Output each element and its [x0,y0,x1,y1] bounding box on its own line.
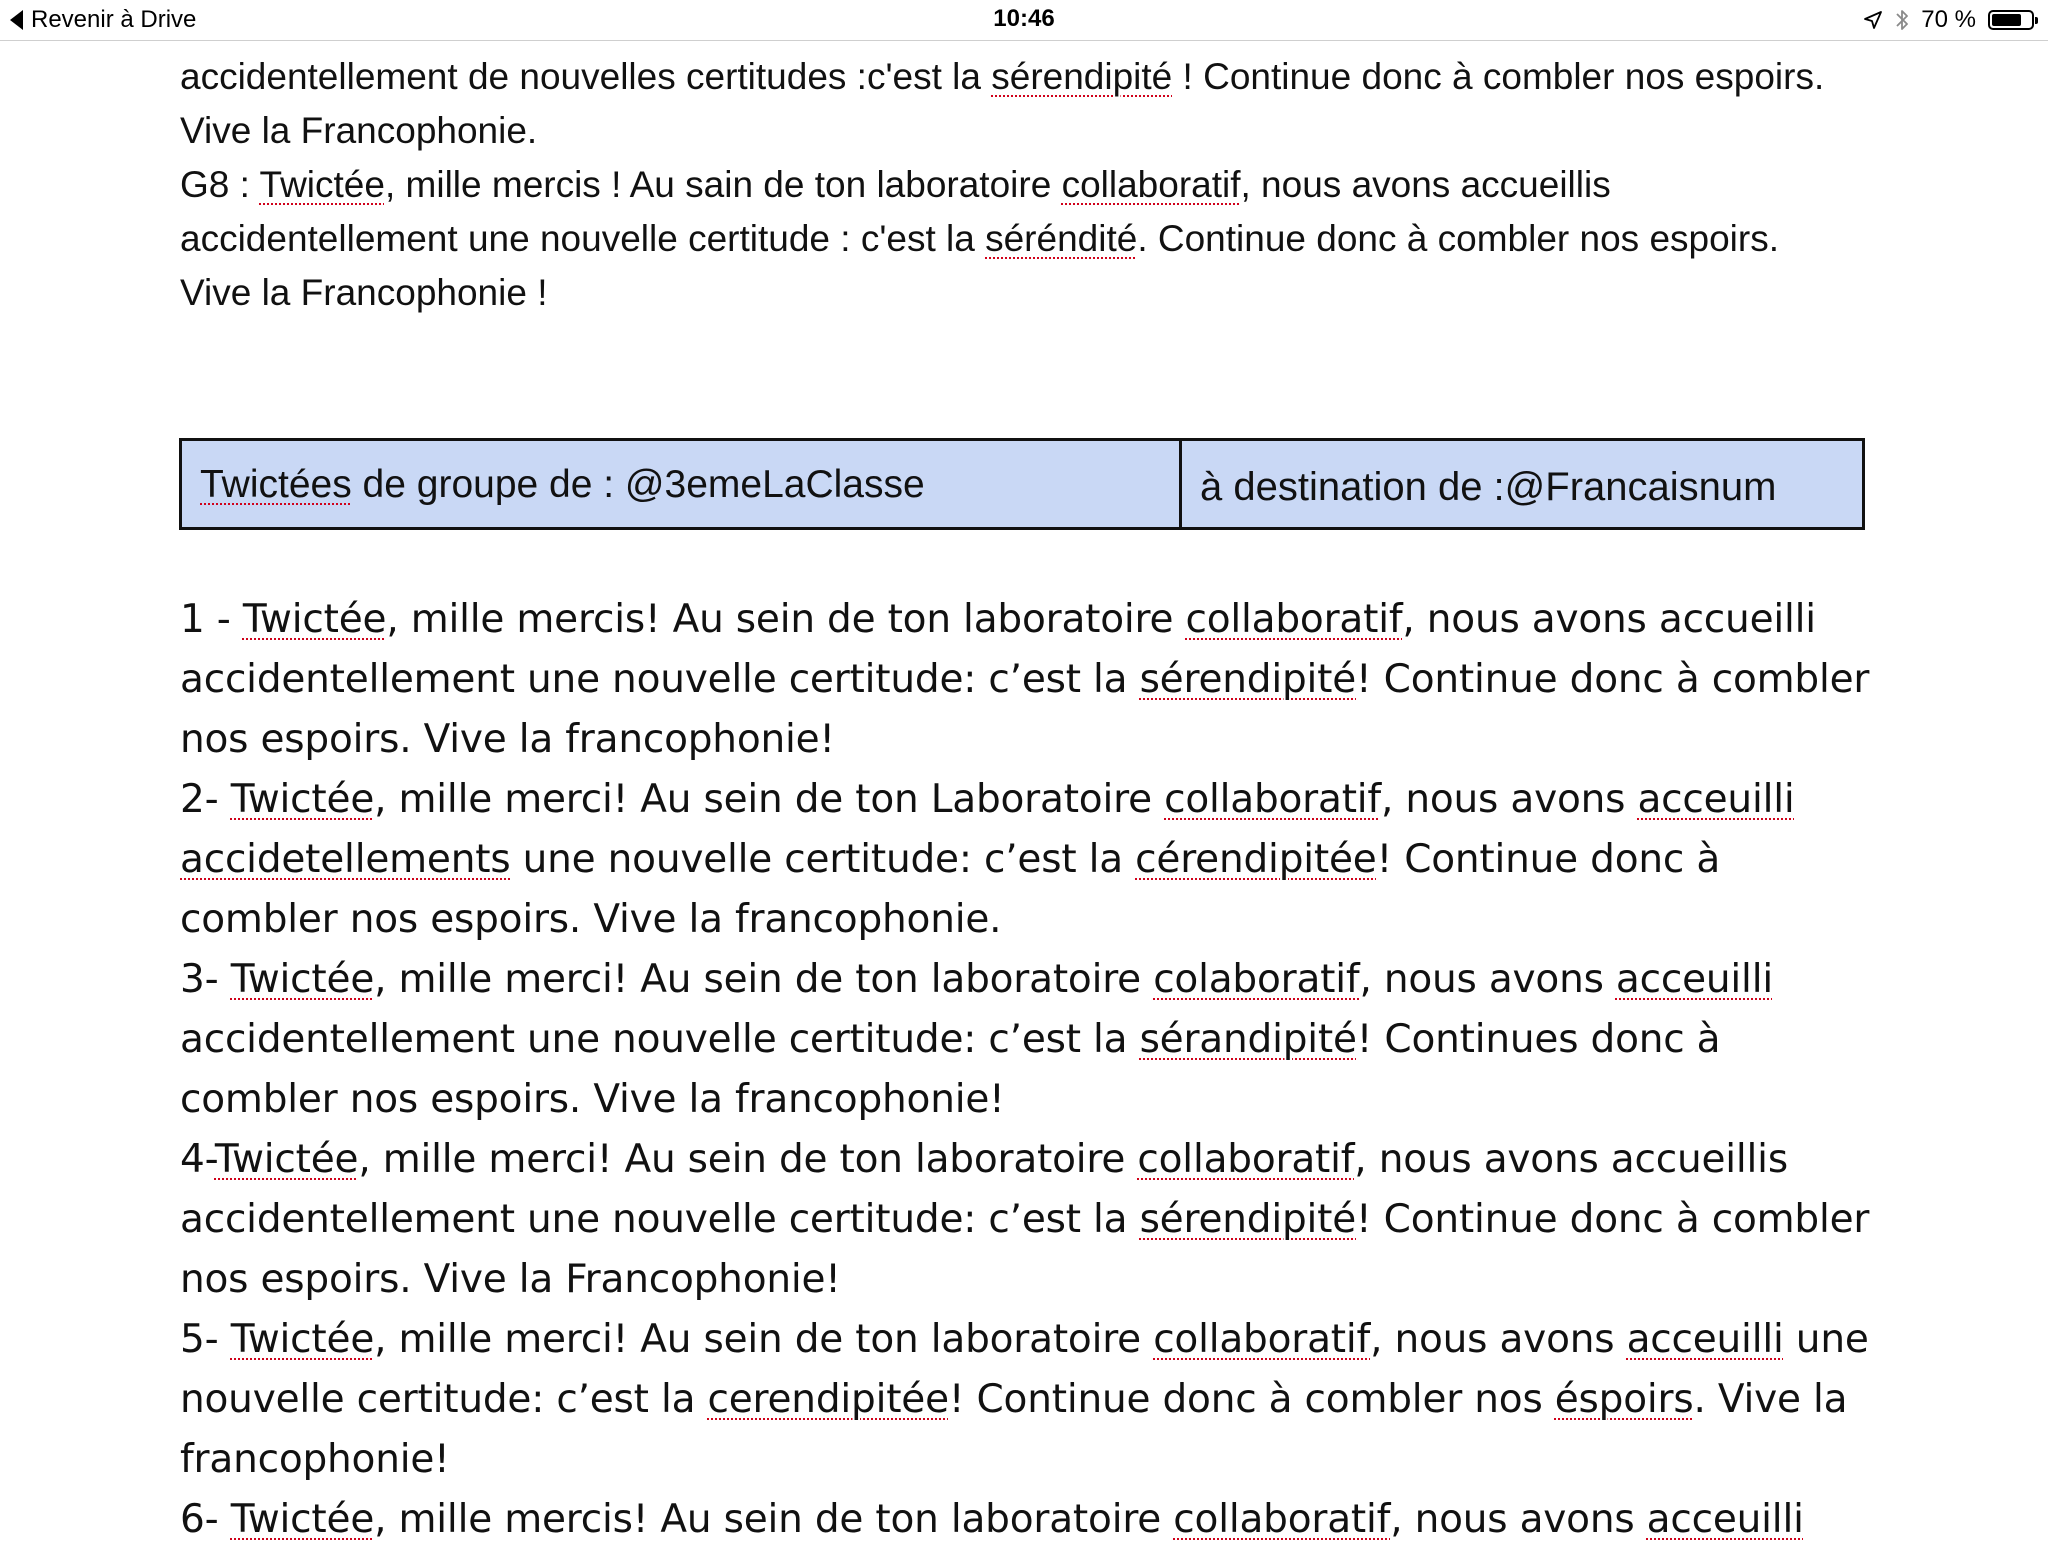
misspelled-word: éspoirs [1554,1377,1694,1422]
misspelled-word: collaboratif [1153,1317,1371,1362]
misspelled-word: accidetellements [180,837,511,882]
misspelled-word: sérandipité [1139,1017,1357,1062]
status-time: 10:46 [993,5,1055,32]
misspelled-word: Twictée [242,597,387,642]
misspelled-word: acceuilli [1626,1317,1784,1362]
misspelled-word: Twictée [230,957,375,1002]
battery-percent: 70 % [1921,6,1976,33]
misspelled-word: sérendipité [1139,657,1357,702]
table-cell-group: Twictées de groupe de : @3emeLaClasse [182,441,1182,527]
twictee-entry-2: 2- Twictée, mille merci! Au sein de ton Laboratoire collaboratif, nous avons acceuilli accidetellements une nouvelle certitude: c’est la cérendipitée! Continue donc à combler nos espoirs. Vive la francophonie. [180,777,1795,942]
back-label: Revenir à Drive [31,6,197,33]
twictee-entry-5: 5- Twictée, mille merci! Au sein de ton laboratoire collaboratif, nous avons acceuilli une nouvelle certitude: c’est la cerendipitée! Continue donc à combler nos éspoirs. Vive la francophonie! [180,1317,1869,1482]
misspelled-word: colaboratif [1153,957,1360,1002]
misspelled-word: séréndité [985,218,1138,259]
misspelled-word: cerendipitée [707,1377,949,1422]
misspelled-word: collaboratif [1061,164,1241,205]
bluetooth-icon [1895,8,1909,32]
misspelled-word: Twictées [200,463,352,506]
misspelled-word: sérendipité [991,56,1173,97]
twictee-entry-1: 1 - Twictée, mille mercis! Au sein de ton laboratoire collaboratif, nous avons accueilli accidentellement une nouvelle certitude: c’est la sérendipité! Continue donc à combler nos espoirs. Vive la francophonie! [180,597,1870,762]
misspelled-word: acceuilli [1615,957,1773,1002]
paragraph-g8: G8 : Twictée, mille mercis ! Au sain de ton laboratoire collaboratif, nous avons accueillis accidentellement une nouvelle certitude : c'est la séréndité. Continue donc à combler nos espoirs. Vive la Francophonie ! [180,164,1779,313]
misspelled-word: acceuilli [1637,777,1795,822]
misspelled-word: collaboratif [1173,1497,1391,1542]
twictee-entry-4: 4-Twictée, mille merci! Au sein de ton laboratoire collaboratif, nous avons accueillis accidentellement une nouvelle certitude: c’est la sérendipité! Continue donc à combler nos espoirs. Vive la Francophonie! [180,1137,1870,1302]
twictee-entry-3: 3- Twictée, mille merci! Au sein de ton laboratoire colaboratif, nous avons acceuilli accidentellement une nouvelle certitude: c’est la sérandipité! Continues donc à combler nos espoirs. Vive la francophonie! [180,957,1773,1122]
status-bar [0,0,2048,41]
twictee-entry-6: 6- Twictée, mille mercis! Au sein de ton laboratoire collaboratif, nous avons acceuilli [180,1497,1804,1542]
misspelled-word: Twictée [214,1137,359,1182]
location-arrow-icon [1863,10,1883,30]
misspelled-word: collaboratif [1137,1137,1355,1182]
table-cell-destination: à destination de :@Francaisnum [1200,465,1777,509]
misspelled-word: Twictée [230,1497,375,1542]
misspelled-word: Twictée [259,164,385,205]
misspelled-word: Twictée [230,1317,375,1362]
misspelled-word: collaboratif [1164,777,1381,822]
misspelled-word: cérendipitée [1135,837,1377,882]
battery-icon [1988,10,2034,30]
misspelled-word: sérendipité [1139,1197,1357,1242]
misspelled-word: acceuilli [1646,1497,1804,1542]
group-table [179,438,1865,530]
misspelled-word: Twictée [230,777,375,822]
misspelled-word: collaboratif [1185,597,1403,642]
paragraph-top: accidentellement de nouvelles certitudes :c'est la sérendipité ! Continue donc à combler nos espoirs. Vive la Francophonie. [180,56,1825,151]
status-icons [1863,5,2034,35]
